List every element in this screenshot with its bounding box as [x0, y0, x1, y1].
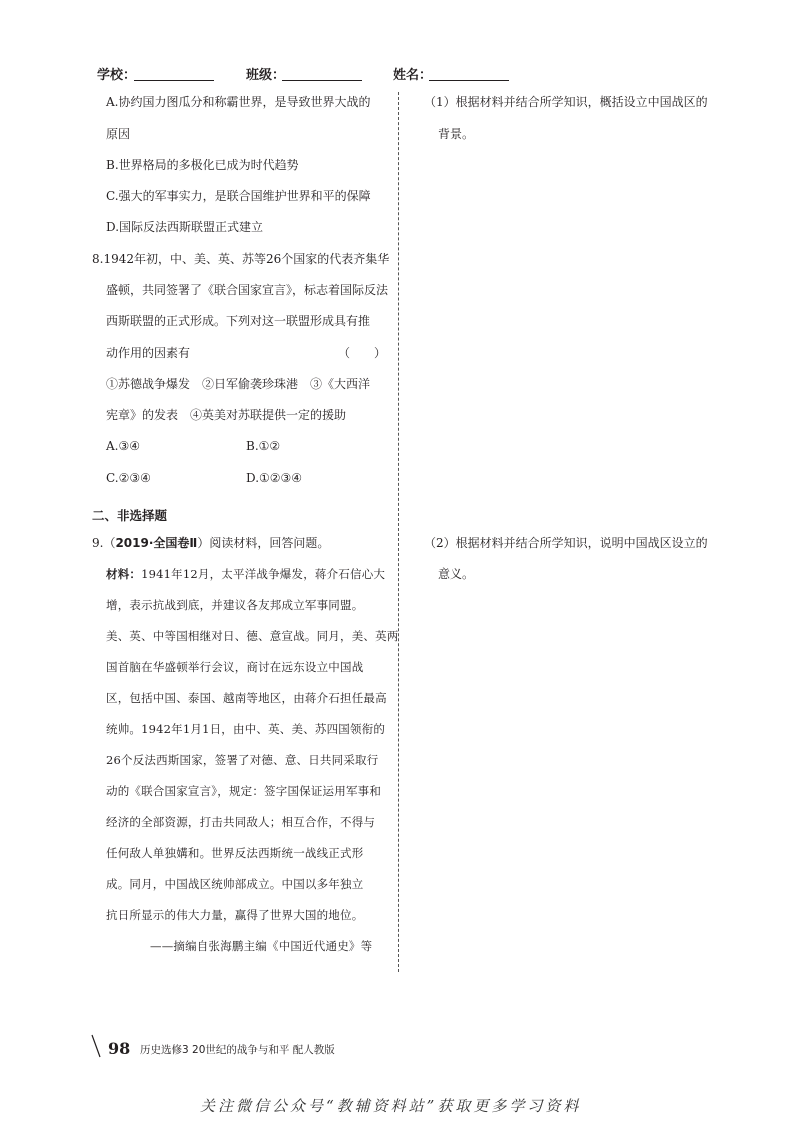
material-label: 材料：: [106, 567, 142, 581]
q8-choice-c: C.②③④: [106, 471, 151, 485]
q8-choice-b: B.①②: [246, 439, 281, 453]
school-label: 学校：: [97, 68, 137, 83]
q8-choice-a: A.③④: [106, 439, 140, 453]
q9-sub2-line-2: 意义。: [438, 567, 475, 581]
q9-prefix: 9.（: [92, 536, 116, 550]
material-line-9: 经济的全部资源，打击共同敌人；相互合作，不得与: [106, 815, 376, 829]
name-blank: [429, 66, 509, 81]
material-line-7: 26个反法西斯国家，签署了对德、意、日共同采取行: [106, 753, 379, 767]
watermark-text: 关注微信公众号“教辅资料站”获取更多学习资料: [200, 1097, 582, 1115]
material-citation: ——摘编自张海鹏主编《中国近代通史》等: [150, 939, 373, 953]
q9-suffix: ）阅读材料，回答问题。: [197, 536, 330, 550]
q8-item-line-2: 宪章》的发表 ④英美对苏联提供一定的援助: [106, 408, 347, 422]
material-line-11: 成。同月，中国战区统帅部成立。中国以多年独立: [106, 877, 364, 891]
q7-option-b: B.世界格局的多极化已成为时代趋势: [106, 158, 299, 172]
column-divider: [398, 92, 399, 972]
q9-sub2-line-1: （2）根据材料并结合所学知识，说明中国战区设立的: [424, 536, 708, 550]
page-number: 98: [108, 1039, 131, 1058]
q8-item-line-1: ①苏德战争爆发 ②日军偷袭珍珠港 ③《大西洋: [106, 377, 371, 391]
material-line-1: [106, 566, 385, 582]
class-label: 班级：: [246, 68, 286, 83]
q8-answer-bracket: （ ）: [338, 346, 387, 360]
material-line-10: 任何敌人单独媾和。世界反法西斯统一战线正式形: [106, 846, 364, 860]
q7-option-a: A.协约国力图瓜分和称霸世界，是导致世界大战的: [106, 95, 371, 109]
q9-sub1-line-1: （1）根据材料并结合所学知识，概括设立中国战区的: [424, 95, 708, 109]
q9-sub1-line-2: 背景。: [438, 127, 475, 141]
material-text-1: 1941年12月，太平洋战争爆发，蒋介石信心大: [141, 567, 386, 581]
q7-option-a-cont: 原因: [106, 127, 131, 141]
book-title: 历史选修3 20世纪的战争与和平 配人教版: [140, 1044, 335, 1056]
material-line-3: 美、英、中等国相继对日、德、意宣战。同月，美、英两: [106, 629, 399, 643]
material-line-4: 国首脑在华盛顿举行会议，商讨在远东设立中国战: [106, 660, 364, 674]
q8-line-2: 盛顿，共同签署了《联合国家宣言》，标志着国际反法: [106, 283, 389, 297]
class-blank: [282, 66, 362, 81]
school-blank: [134, 66, 214, 81]
material-line-8: 动的《联合国家宣言》，规定：签字国保证运用军事和: [106, 784, 382, 798]
q9-source: 2019·全国卷Ⅱ: [115, 536, 198, 550]
q9-heading: [92, 535, 329, 551]
q7-option-d: D.国际反法西斯联盟正式建立: [106, 220, 264, 234]
footer-slash-mark: [90, 1034, 102, 1058]
material-line-5: 区，包括中国、泰国、越南等地区，由蒋介石担任最高: [106, 691, 387, 705]
section-2-heading: 二、非选择题: [92, 508, 168, 523]
material-line-12: 抗日所显示的伟大力量，赢得了世界大国的地位。: [106, 908, 364, 922]
q8-choice-d: D.①②③④: [246, 471, 303, 485]
material-line-6: 统帅。1942年1月1日，由中、英、美、苏四国领衔的: [106, 722, 386, 736]
q8-line-3: 西斯联盟的正式形成。下列对这一联盟形成具有推: [106, 314, 371, 328]
q8-line-1: 8.1942年初，中、美、英、苏等26个国家的代表齐集华: [92, 252, 390, 266]
material-line-2: 增，表示抗战到底，并建议各友邦成立军事同盟。: [106, 598, 364, 612]
q8-line-4: 动作用的因素有: [106, 346, 191, 360]
name-label: 姓名：: [393, 68, 433, 83]
q7-option-c: C.强大的军事实力，是联合国维护世界和平的保障: [106, 189, 371, 203]
